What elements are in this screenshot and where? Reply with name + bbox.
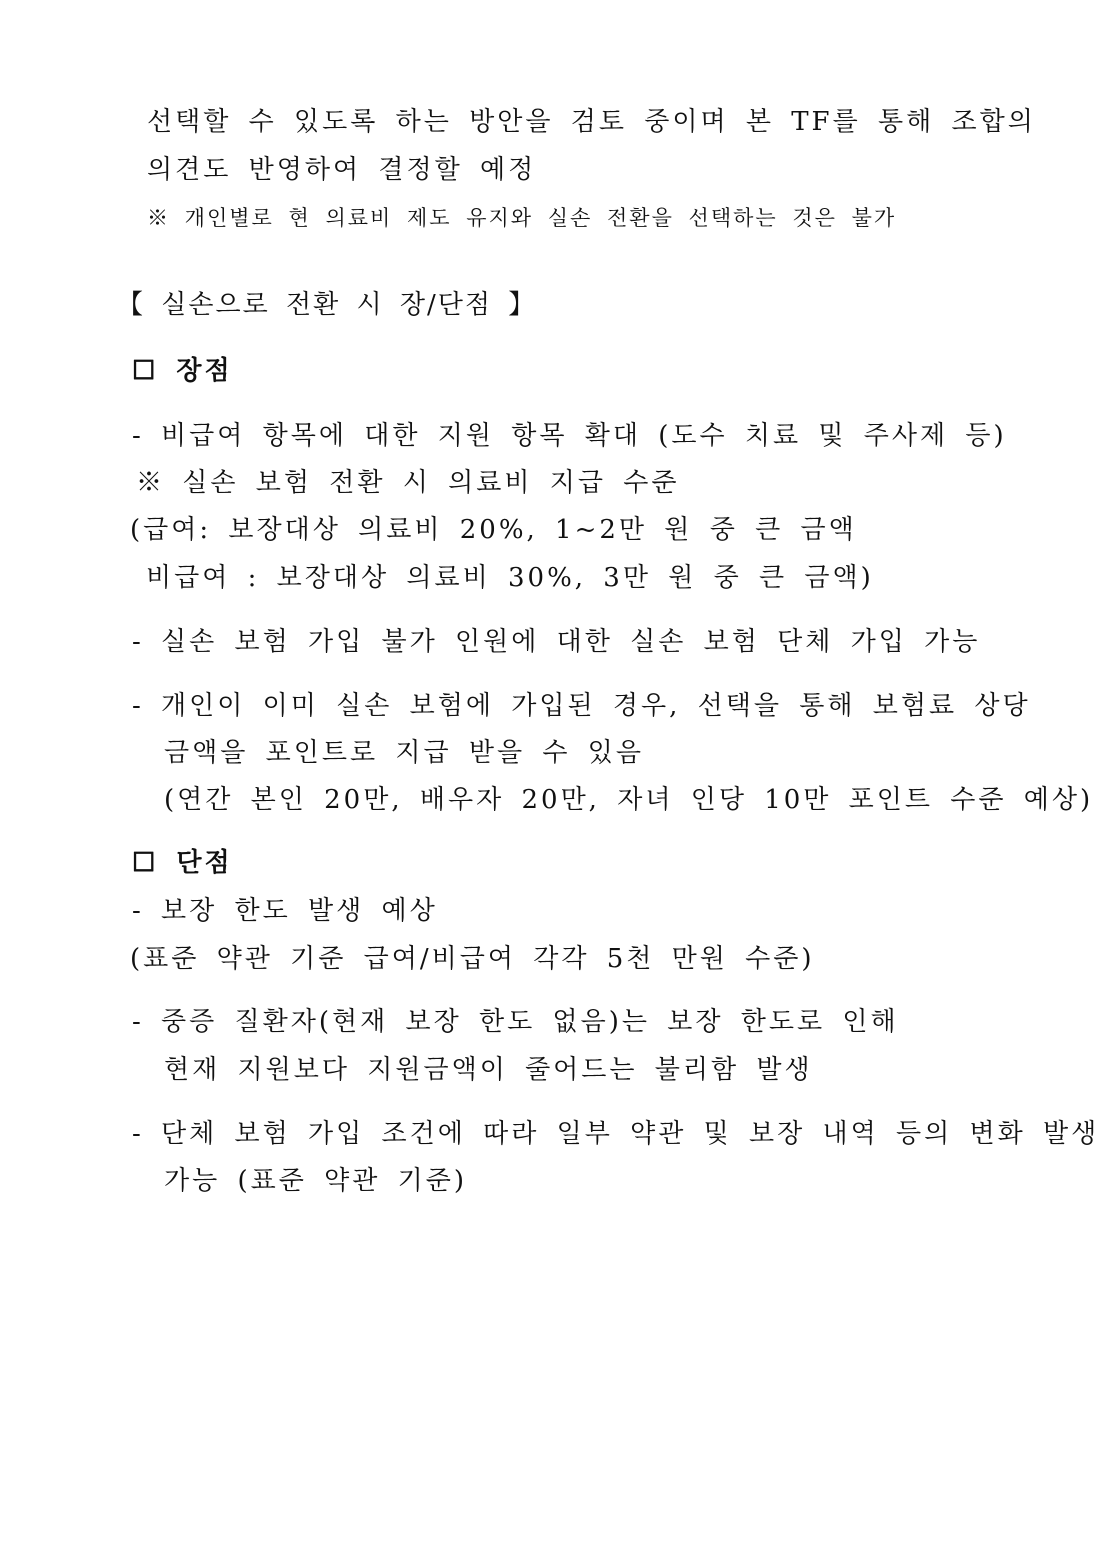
pros-item: - 실손 보험 가입 불가 인원에 대한 실손 보험 단체 가입 가능 — [132, 627, 981, 657]
cons-item: 현재 지원보다 지원금액이 줄어드는 불리함 발생 — [164, 1055, 813, 1085]
pros-item: (연간 본인 20만, 배우자 20만, 자녀 인당 10만 포인트 수준 예상) — [164, 785, 1094, 815]
cons-item: - 중증 질환자(현재 보장 한도 없음)는 보장 한도로 인해 — [132, 1007, 899, 1037]
intro-line-2: 의견도 반영하여 결정할 예정 — [147, 155, 537, 185]
pros-item: - 비급여 항목에 대한 지원 항목 확대 (도수 치료 및 주사제 등) — [132, 421, 1007, 451]
pros-item: 비급여 : 보장대상 의료비 30%, 3만 원 중 큰 금액) — [146, 563, 874, 593]
intro-line-1: 선택할 수 있도록 하는 방안을 검토 중이며 본 TF를 통해 조합의 — [147, 107, 1036, 137]
cons-item: - 단체 보험 가입 조건에 따라 일부 약관 및 보장 내역 등의 변화 발생 — [132, 1119, 1100, 1149]
cons-item: (표준 약관 기준 급여/비급여 각각 5천 만원 수준) — [130, 944, 815, 974]
pros-item: 금액을 포인트로 지급 받을 수 있음 — [164, 738, 644, 768]
pros-heading: ☐ 장점 — [132, 356, 233, 386]
section-title: 【 실손으로 전환 시 장/단점 】 — [117, 290, 537, 320]
intro-note: ※ 개인별로 현 의료비 제도 유지와 실손 전환을 선택하는 것은 불가 — [147, 206, 897, 230]
cons-item: 가능 (표준 약관 기준) — [164, 1166, 468, 1196]
cons-item: - 보장 한도 발생 예상 — [132, 896, 438, 926]
pros-item: (급여: 보장대상 의료비 20%, 1~2만 원 중 큰 금액 — [130, 515, 857, 545]
pros-item: ※ 실손 보험 전환 시 의료비 지급 수준 — [136, 468, 680, 498]
pros-item: - 개인이 이미 실손 보험에 가입된 경우, 선택을 통해 보험료 상당 — [132, 691, 1031, 721]
cons-heading: ☐ 단점 — [132, 848, 233, 878]
